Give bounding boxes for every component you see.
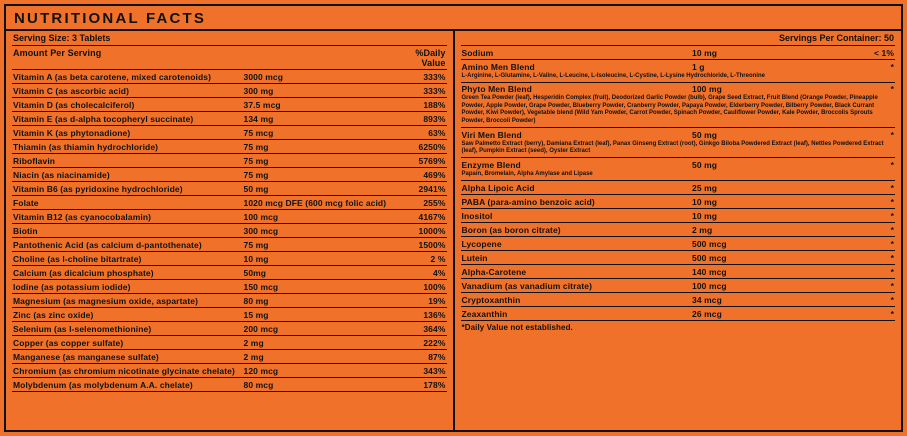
left-column — [6, 31, 455, 430]
nutrient-amount: 500 mcg — [692, 238, 727, 249]
table-row — [461, 223, 896, 237]
nutrient-name: Viri Men Blend — [461, 129, 522, 140]
nutrient-name: Thiamin (as thiamin hydrochloride) — [13, 141, 159, 152]
table-row — [12, 238, 447, 252]
nutrient-amount: 140 mcg — [692, 266, 727, 277]
nutrient-name: Amino Men Blend — [461, 61, 535, 72]
nutrient-amount: 500 mcg — [692, 252, 727, 263]
table-row — [12, 294, 447, 308]
nutrient-row — [461, 223, 896, 237]
table-row — [12, 336, 447, 350]
left-nutrient-list — [12, 70, 447, 392]
nutrient-amount: 26 mcg — [692, 308, 722, 319]
nutrient-name: Magnesium (as magnesium oxide, aspartate) — [13, 295, 199, 306]
nutrient-daily-value: * — [890, 84, 894, 95]
nutrient-daily-value: < 1% — [873, 47, 894, 58]
table-row — [12, 224, 447, 238]
table-row — [461, 181, 896, 195]
nutrient-amount: 25 mg — [692, 182, 718, 193]
nutrient-daily-value: * — [890, 159, 894, 170]
nutrient-row — [461, 60, 896, 72]
nutrient-daily-value: 333% — [423, 85, 446, 96]
nutrient-daily-value: 136% — [423, 309, 446, 320]
nutrient-daily-value: * — [890, 210, 894, 221]
column-header-daily-value: %Daily Value — [415, 47, 446, 68]
table-row — [461, 195, 896, 209]
table-row — [12, 308, 447, 322]
nutrient-amount: 10 mg — [243, 253, 269, 264]
table-row — [12, 84, 447, 98]
nutrient-name: Zeaxanthin — [461, 308, 508, 319]
nutrient-daily-value: 364% — [423, 323, 446, 334]
nutrient-daily-value: 5769% — [418, 155, 446, 166]
nutrient-amount: 37.5 mcg — [243, 99, 281, 110]
nutrient-amount: 50 mg — [692, 159, 718, 170]
servings-per-container: Servings Per Container: 50 — [461, 31, 896, 46]
nutrient-amount: 2 mg — [692, 224, 713, 235]
nutrient-name: Vitamin C (as ascorbic acid) — [13, 85, 130, 96]
nutrient-name: Lutein — [461, 252, 488, 263]
nutrient-name: Vanadium (as vanadium citrate) — [461, 280, 593, 291]
nutrient-daily-value: 6250% — [418, 141, 446, 152]
nutrient-amount: 200 mcg — [243, 323, 279, 334]
nutrient-amount: 15 mg — [243, 309, 269, 320]
nutrient-amount: 50mg — [243, 267, 267, 278]
nutrient-row — [461, 46, 896, 60]
table-row — [12, 168, 447, 182]
nutrient-daily-value: * — [890, 252, 894, 263]
nutrient-amount: 75 mg — [243, 155, 269, 166]
table-row — [461, 209, 896, 223]
table-row — [12, 280, 447, 294]
table-row — [12, 154, 447, 168]
nutrient-name: Vitamin E (as d-alpha tocopheryl succinate) — [13, 113, 194, 124]
nutrient-daily-value: 4167% — [418, 211, 446, 222]
table-row — [461, 83, 896, 128]
table-row — [12, 112, 447, 126]
nutrient-amount: 3000 mcg — [243, 71, 284, 82]
page-title: NUTRITIONAL FACTS — [14, 10, 207, 27]
nutrient-amount: 50 mg — [243, 183, 269, 194]
nutrient-amount: 50 mg — [692, 129, 718, 140]
nutrient-amount: 100 mcg — [692, 280, 727, 291]
nutrient-name: Inositol — [461, 210, 493, 221]
nutrient-daily-value: 255% — [423, 197, 446, 208]
nutrient-daily-value: * — [890, 182, 894, 193]
serving-size: Serving Size: 3 Tablets — [12, 31, 447, 46]
nutrient-row — [461, 158, 896, 170]
nutrient-daily-value: 1000% — [418, 225, 446, 236]
nutrient-daily-value: 333% — [423, 71, 446, 82]
table-row — [461, 279, 896, 293]
nutrient-row — [461, 251, 896, 265]
nutrient-name: Enzyme Blend — [461, 159, 521, 170]
nutrient-amount: 1 g — [692, 61, 705, 72]
nutrient-name: Riboflavin — [13, 155, 56, 166]
table-row — [461, 60, 896, 83]
table-row — [12, 98, 447, 112]
nutrient-daily-value: * — [890, 238, 894, 249]
nutrient-name: Vitamin A (as beta carotene, mixed carotenoids) — [13, 71, 212, 82]
nutrient-name: Iodine (as potassium iodide) — [13, 281, 131, 292]
table-row — [461, 293, 896, 307]
table-row — [461, 307, 896, 321]
nutrient-daily-value: * — [890, 224, 894, 235]
table-row — [12, 322, 447, 336]
table-row — [461, 158, 896, 181]
nutrient-daily-value: * — [890, 61, 894, 72]
nutrient-amount: 80 mg — [243, 295, 269, 306]
nutrient-daily-value: 343% — [423, 365, 446, 376]
nutrient-daily-value: 4% — [433, 267, 446, 278]
right-column — [455, 31, 902, 430]
nutrient-row — [461, 128, 896, 140]
nutrient-amount: 80 mcg — [243, 379, 274, 390]
nutrient-amount: 300 mcg — [243, 225, 279, 236]
nutrient-daily-value: 178% — [423, 379, 446, 390]
blend-ingredients: Green Tea Powder (leaf), Hesperidin Complex (fruit), Deodorized Garlic Powder (bulb), Grape Seed Extract, Fruit Blend (Orange Powder, Pineapple Powder, Apple Powder, Grape Powder, Blueberry Powder, Cranberry Powder, Papaya Powder, Elderberry Powder, Bilberry Powder, Black Currant Powder, Kiwi Powder), Vegetable blend (Wild Yam Powder, Carrot Powder, Spinach Powder, Cauliflower Powder, Kale Powder, Broccolis Sprouts Powder, Broccoli Powder) — [461, 95, 878, 124]
nutrient-amount: 100 mg — [692, 84, 722, 95]
nutrient-name: Vitamin D (as cholecalciferol) — [13, 99, 135, 110]
nutrient-amount: 34 mcg — [692, 294, 722, 305]
nutrient-amount: 300 mg — [243, 85, 274, 96]
nutrient-name: Alpha-Carotene — [461, 266, 527, 277]
blend-ingredients: Saw Palmetto Extract (berry), Damiana Extract (leaf), Panax Ginseng Extract (root), Ginkgo Biloba Powdered Extract (leaf), Nettles Powdered Extract (leaf), Pumpkin Extract (seed), Oyster Extract — [461, 140, 884, 154]
blend-ingredients: L-Arginine, L-Glutamine, L-Valine, L-Leucine, L-Isoleucine, L-Cystine, L-Lysine Hydrochloride, L-Threonine — [461, 72, 765, 79]
nutrient-daily-value: * — [890, 308, 894, 319]
nutrient-daily-value: 222% — [423, 337, 446, 348]
nutrient-name: Zinc (as zinc oxide) — [13, 309, 94, 320]
table-row — [12, 126, 447, 140]
nutrient-row — [461, 209, 896, 223]
nutrient-name: Copper (as copper sulfate) — [13, 337, 124, 348]
table-row — [12, 70, 447, 84]
table-row — [12, 350, 447, 364]
table-row — [12, 210, 447, 224]
nutrient-amount: 120 mcg — [243, 365, 279, 376]
table-row — [461, 128, 896, 158]
nutrient-name: Choline (as l-choline bitartrate) — [13, 253, 142, 264]
nutrient-daily-value: * — [890, 294, 894, 305]
nutrient-row — [461, 195, 896, 209]
table-row — [12, 252, 447, 266]
nutrient-name: Folate — [13, 197, 39, 208]
nutrient-name: Lycopene — [461, 238, 502, 249]
nutrient-name: Pantothenic Acid (as calcium d-pantothenate) — [13, 239, 202, 250]
table-row — [12, 140, 447, 154]
table-row — [461, 265, 896, 279]
nutrition-facts-panel — [4, 4, 903, 432]
table-row — [12, 196, 447, 210]
nutrient-daily-value: * — [890, 280, 894, 291]
nutrient-name: Cryptoxanthin — [461, 294, 521, 305]
nutrient-daily-value: 19% — [428, 295, 446, 306]
nutrient-amount: 75 mg — [243, 141, 269, 152]
nutrient-daily-value: 87% — [428, 351, 446, 362]
nutrient-daily-value: * — [890, 129, 894, 140]
nutrient-name: Phyto Men Blend — [461, 84, 532, 95]
footnote: *Daily Value not established. — [461, 323, 573, 333]
columns-container — [6, 31, 901, 430]
nutrient-name: Chromium (as chromium nicotinate glycinate chelate) — [13, 365, 235, 376]
nutrient-amount: 10 mg — [692, 196, 718, 207]
table-row — [461, 237, 896, 251]
nutrient-amount: 150 mcg — [243, 281, 279, 292]
nutrient-daily-value: 100% — [423, 281, 446, 292]
nutrient-name: Vitamin K (as phytonadione) — [13, 127, 131, 138]
nutrient-name: Calcium (as dicalcium phosphate) — [13, 267, 154, 278]
column-header-amount-per-serving: Amount Per Serving — [13, 47, 102, 58]
nutrient-row — [461, 293, 896, 307]
nutrient-name: PABA (para-amino benzoic acid) — [461, 196, 595, 207]
table-row — [461, 46, 896, 60]
nutrient-amount: 10 mg — [692, 47, 718, 58]
nutrient-amount: 10 mg — [692, 210, 718, 221]
nutrient-name: Biotin — [13, 225, 38, 236]
nutrient-daily-value: 893% — [423, 113, 446, 124]
nutrient-name: Vitamin B12 (as cyanocobalamin) — [13, 211, 152, 222]
nutrient-amount: 100 mcg — [243, 211, 279, 222]
nutrient-row — [461, 265, 896, 279]
table-row — [12, 266, 447, 280]
nutrient-row — [461, 83, 896, 95]
nutrient-name: Manganese (as manganese sulfate) — [13, 351, 159, 362]
blend-ingredients: Papain, Bromelain, Alpha Amylase and Lipase — [461, 170, 593, 177]
table-row — [12, 378, 447, 392]
right-nutrient-list — [461, 46, 896, 321]
nutrient-amount: 75 mg — [243, 169, 269, 180]
nutrient-daily-value: 2941% — [418, 183, 446, 194]
table-row — [461, 251, 896, 265]
nutrient-name: Boron (as boron citrate) — [461, 224, 561, 235]
nutrient-amount: 134 mg — [243, 113, 274, 124]
nutrient-daily-value: 1500% — [418, 239, 446, 250]
nutrient-name: Vitamin B6 (as pyridoxine hydrochloride) — [13, 183, 183, 194]
nutrient-daily-value: * — [890, 196, 894, 207]
table-row — [12, 182, 447, 196]
nutrient-amount: 1020 mcg DFE (600 mcg folic acid) — [243, 197, 387, 208]
nutrient-daily-value: 188% — [423, 99, 446, 110]
nutrient-amount: 2 mg — [243, 351, 264, 362]
nutrient-name: Molybdenum (as molybdenum A.A. chelate) — [13, 379, 193, 390]
nutrient-name: Sodium — [461, 47, 494, 58]
nutrient-daily-value: 2 % — [430, 253, 446, 264]
nutrient-daily-value: 63% — [428, 127, 446, 138]
nutrient-row — [461, 279, 896, 293]
nutrient-amount: 75 mcg — [243, 127, 274, 138]
nutrient-row — [461, 181, 896, 195]
nutrient-name: Selenium (as l-selenomethionine) — [13, 323, 152, 334]
nutrient-row — [461, 237, 896, 251]
nutrient-daily-value: 469% — [423, 169, 446, 180]
left-table-header — [12, 46, 447, 70]
nutrient-daily-value: * — [890, 266, 894, 277]
table-row — [12, 364, 447, 378]
nutrient-name: Alpha Lipoic Acid — [461, 182, 535, 193]
nutrient-amount: 75 mg — [243, 239, 269, 250]
nutrient-row — [461, 307, 896, 321]
nutrient-name: Niacin (as niacinamide) — [13, 169, 110, 180]
nutrient-amount: 2 mg — [243, 337, 264, 348]
